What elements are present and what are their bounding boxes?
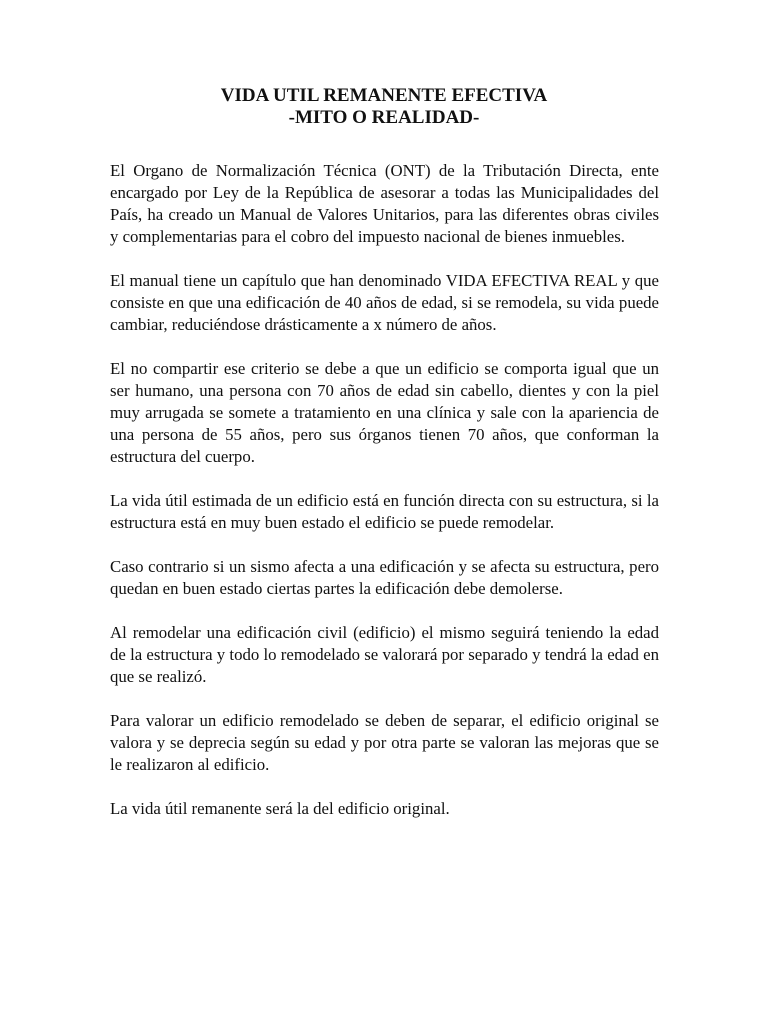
document-body [110, 160, 659, 842]
paragraph-human-analogy: El no compartir ese criterio se debe a que un edificio se comporta igual que un ser humano, una persona con 70 años de edad sin cabello, dientes y con la piel muy arrugada se somete a tratamiento en una clínica y sale con la apariencia de una persona de 55 años, pero sus órganos tienen 70 años, que conforman la estructura del cuerpo. [110, 359, 659, 466]
paragraph-vida-efectiva-real: El manual tiene un capítulo que han denominado VIDA EFECTIVA REAL y que consiste en que una edificación de 40 años de edad, si se remodela, su vida puede cambiar, reduciéndose drásticamente a x número de años. [110, 271, 659, 334]
document-title [0, 85, 768, 129]
paragraph-remodel-age: Al remodelar una edificación civil (edificio) el mismo seguirá teniendo la edad de la estructura y todo lo remodelado se valorará por separado y tendrá la edad en que se realizó. [110, 623, 659, 686]
paragraph-structure-function: La vida útil estimada de un edificio está en función directa con su estructura, si la estructura está en muy buen estado el edificio se puede remodelar. [110, 491, 659, 532]
title-line-main: VIDA UTIL REMANENTE EFECTIVA [220, 85, 548, 106]
paragraph-valuation-method: Para valorar un edificio remodelado se deben de separar, el edificio original se valora y se deprecia según su edad y por otra parte se valoran las mejoras que se le realizaron al edificio. [110, 711, 659, 774]
paragraph-ont-manual: El Organo de Normalización Técnica (ONT) de la Tributación Directa, ente encargado por Ley de la República de asesorar a todas las Municipalidades del País, ha creado un Manual de Valores Unitarios, para las diferentes obras civiles y complementarias para el cobro del impuesto nacional de bienes inmuebles. [110, 161, 659, 246]
paragraph-earthquake-case: Caso contrario si un sismo afecta a una edificación y se afecta su estructura, pero quedan en buen estado ciertas partes la edificación debe demolerse. [110, 557, 659, 598]
title-line-subtitle: -MITO O REALIDAD- [288, 107, 480, 128]
paragraph-conclusion: La vida útil remanente será la del edificio original. [110, 799, 450, 818]
